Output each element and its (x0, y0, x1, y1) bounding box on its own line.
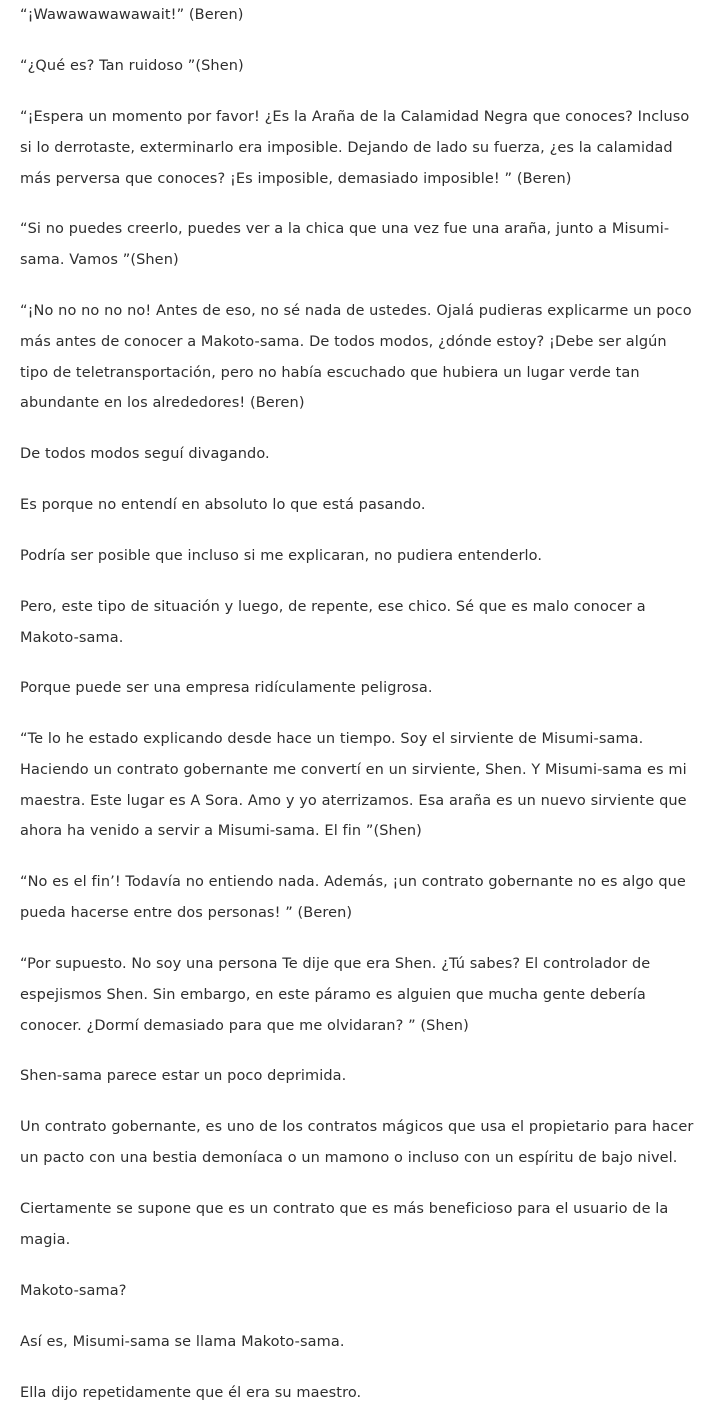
paragraph: Makoto-sama? (20, 1283, 127, 1299)
paragraph: Ciertamente se supone que es un contrato que es más beneficioso para el usuario de la magia. (20, 1201, 669, 1248)
paragraph: De todos modos seguí divagando. (20, 446, 270, 462)
paragraph: “No es el fin’! Todavía no entiendo nada. Además, ¡un contrato gobernante no es algo que pueda hacerse entre dos personas! ” (Beren) (20, 874, 686, 921)
paragraph: “¡Espera un momento por favor! ¿Es la Araña de la Calamidad Negra que conoces? Incluso si lo derrotaste, exterminarlo era imposible. Dejando de lado su fuerza, ¿es la calamidad más perversa que conoces? ¡Es imposible, demasiado imposible! ” (Beren) (20, 109, 690, 187)
paragraph: “Si no puedes creerlo, puedes ver a la chica que una vez fue una araña, junto a Misumi-sama. Vamos ”(Shen) (20, 221, 670, 268)
paragraph: “¿Qué es? Tan ruidoso ”(Shen) (20, 58, 244, 74)
paragraph: “¡Wawawawawawait!” (Beren) (20, 7, 244, 23)
paragraph: “Por supuesto. No soy una persona Te dije que era Shen. ¿Tú sabes? El controlador de espejismos Shen. Sin embargo, en este páramo es alguien que mucha gente debería conocer. ¿Dormí demasiado para que me olvidaran? ” (Shen) (20, 956, 651, 1034)
paragraph: Porque puede ser una empresa ridículamente peligrosa. (20, 680, 433, 696)
paragraph: “Te lo he estado explicando desde hace un tiempo. Soy el sirviente de Misumi-sama. Haciendo un contrato gobernante me convertí en un sirviente, Shen. Y Misumi-sama es mi maestra. Este lugar es A Sora. Amo y yo aterrizamos. Esa araña es un nuevo sirviente que ahora ha venido a servir a Misumi-sama. El fin ”(Shen) (20, 731, 687, 840)
paragraph: Pero, este tipo de situación y luego, de repente, ese chico. Sé que es malo conocer a Makoto-sama. (20, 599, 646, 646)
paragraph: Shen-sama parece estar un poco deprimida. (20, 1068, 347, 1084)
paragraph: Así es, Misumi-sama se llama Makoto-sama. (20, 1334, 345, 1350)
paragraph: Ella dijo repetidamente que él era su maestro. (20, 1385, 362, 1401)
paragraph: Es porque no entendí en absoluto lo que está pasando. (20, 497, 426, 513)
paragraph: Un contrato gobernante, es uno de los contratos mágicos que usa el propietario para hacer un pacto con una bestia demoníaca o un mamono o incluso con un espíritu de bajo nivel. (20, 1119, 694, 1166)
paragraph: “¡No no no no no! Antes de eso, no sé nada de ustedes. Ojalá pudieras explicarme un poco más antes de conocer a Makoto-sama. De todos modos, ¿dónde estoy? ¡Debe ser algún tipo de teletransportación, pero no había escuchado que hubiera un lugar verde tan abundante en los alrededores! (Beren) (20, 303, 692, 412)
paragraph: Podría ser posible que incluso si me explicaran, no pudiera entenderlo. (20, 548, 543, 564)
